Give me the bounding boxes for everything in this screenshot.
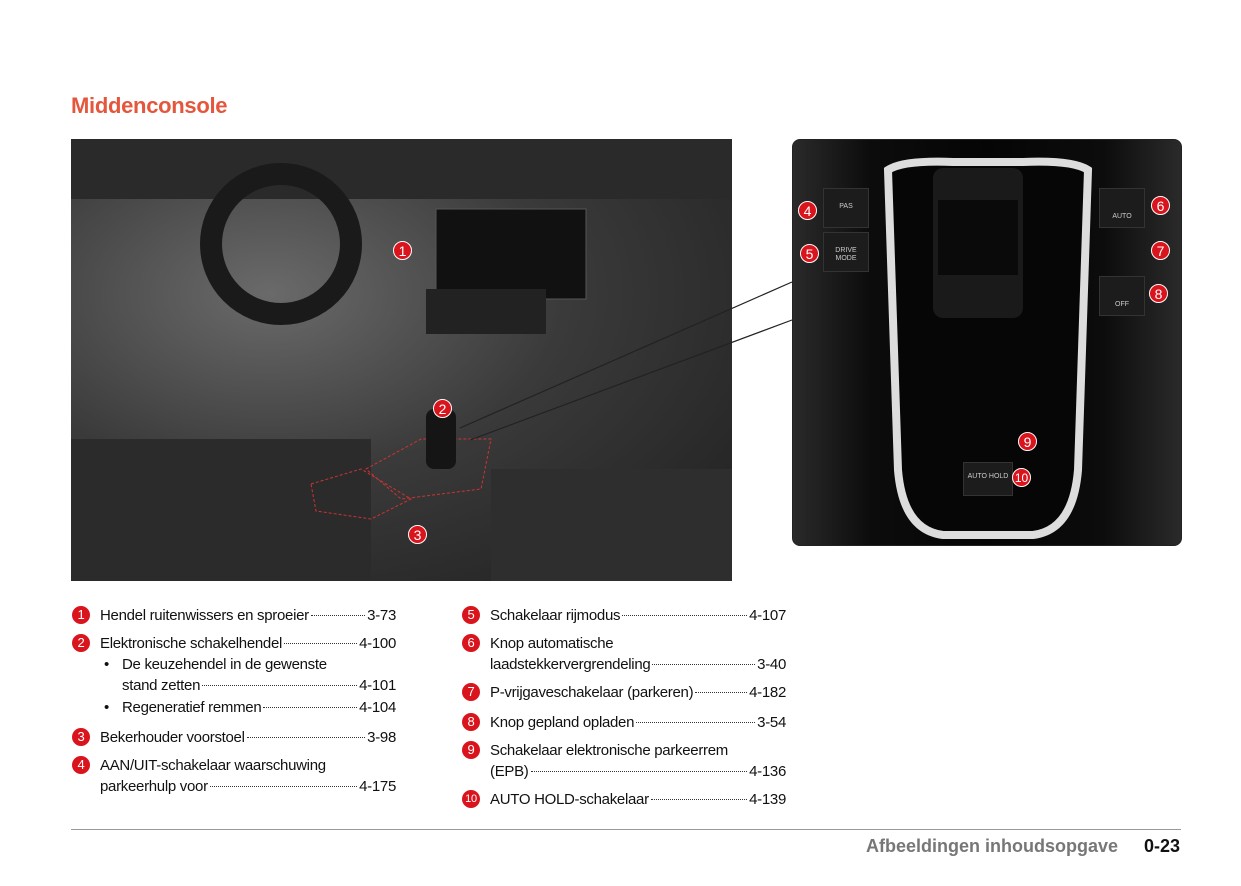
auto-hold-button: AUTO HOLD bbox=[963, 462, 1013, 496]
list-item-7: 7 P-vrijgaveschakelaar (parkeren) 4-182 bbox=[462, 682, 786, 703]
callout-10: 10 bbox=[1012, 468, 1031, 487]
footer-divider bbox=[71, 829, 1181, 830]
callout-7: 7 bbox=[1151, 241, 1170, 260]
center-console-photo bbox=[71, 139, 732, 581]
footer-section: Afbeeldingen inhoudsopgave bbox=[866, 836, 1119, 856]
callout-4: 4 bbox=[798, 201, 817, 220]
list-item-6: 6 Knop automatische laadstekkervergrendeling 3-40 bbox=[462, 633, 786, 675]
off-button: OFF bbox=[1099, 276, 1145, 316]
list-item-3: 3 Bekerhouder voorstoel 3-98 bbox=[72, 727, 396, 748]
callout-5: 5 bbox=[800, 244, 819, 263]
list-item-2: 2 Elektronische schakelhendel 4-100 • De keuzehendel in de gewenste stand zetten 4-101 • Regeneratief remmen 4-104 bbox=[72, 633, 396, 718]
list-item-4: 4 AAN/UIT-schakelaar waarschuwing parkeerhulp voor 4-175 bbox=[72, 755, 396, 797]
drive-mode-button: DRIVE MODE bbox=[823, 232, 869, 272]
list-item-10: 10 AUTO HOLD-schakelaar 4-139 bbox=[462, 789, 786, 810]
callout-1: 1 bbox=[393, 241, 412, 260]
callout-3: 3 bbox=[408, 525, 427, 544]
list-item-5: 5 Schakelaar rijmodus 4-107 bbox=[462, 605, 786, 626]
list-item-1: 1 Hendel ruitenwissers en sproeier 3-73 bbox=[72, 605, 396, 626]
shifter-closeup bbox=[792, 139, 1182, 546]
list-item-9: 9 Schakelaar elektronische parkeerrem (EPB) 4-136 bbox=[462, 740, 786, 782]
page-number: 0-23 bbox=[1144, 836, 1181, 856]
pas-button: PAS bbox=[823, 188, 869, 228]
list-item-8: 8 Knop gepland opladen 3-54 bbox=[462, 712, 786, 733]
auto-button: AUTO bbox=[1099, 188, 1145, 228]
callout-2: 2 bbox=[433, 399, 452, 418]
page-title: Middenconsole bbox=[71, 93, 228, 118]
callout-6: 6 bbox=[1151, 196, 1170, 215]
callout-9: 9 bbox=[1018, 432, 1037, 451]
callout-8: 8 bbox=[1149, 284, 1168, 303]
